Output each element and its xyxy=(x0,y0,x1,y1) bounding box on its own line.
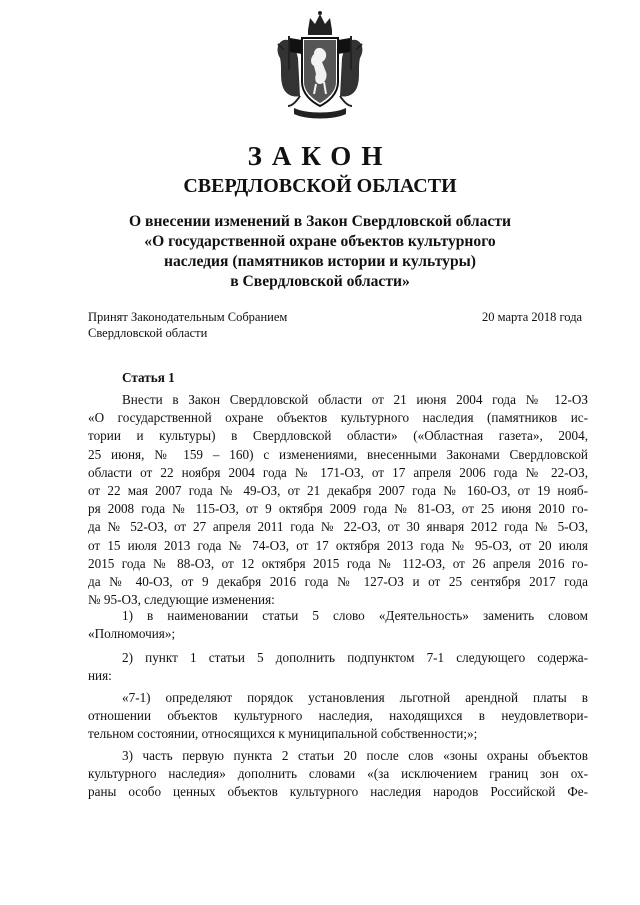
text-line: «О государственной охране объектов культурного наследия (памятников ис- xyxy=(88,410,588,426)
adopted-by-line: Принят Законодательным Собранием xyxy=(88,310,288,324)
coat-of-arms-emblem xyxy=(270,10,370,128)
text-line: 25 июня, № 159 – 160) с изменениями, внесенными Законами Свердловской xyxy=(88,446,588,462)
subject-line: «О государственной охране объектов культурного xyxy=(144,233,496,250)
law-subject-title xyxy=(60,212,580,292)
quoted-subparagraph xyxy=(88,689,588,744)
text-line: «Полномочия»; xyxy=(88,626,176,642)
text-line: ря 2008 года № 115-ОЗ, от 9 октября 2009 года № 81-ОЗ, от 25 июня 2010 го- xyxy=(88,501,588,517)
text-line: «7-1) определяют порядок установления льготной арендной платы в xyxy=(122,690,588,705)
subject-line: наследия (памятников истории и культуры) xyxy=(164,253,476,270)
text-line: 1) в наименовании статьи 5 слово «Деятельность» заменить словом xyxy=(122,608,588,623)
subject-line: в Свердловской области» xyxy=(230,273,410,290)
text-line: отношении объектов культурного наследия, находящихся в неудовлетвори- xyxy=(88,708,588,724)
text-line: 3) часть первую пункта 2 статьи 20 после слов «зоны охраны объектов xyxy=(122,748,588,763)
item-1-paragraph xyxy=(88,607,588,643)
text-line: ния: xyxy=(88,668,112,684)
text-line: от 22 мая 2007 года № 49-ОЗ, от 21 декабря 2007 года № 160-ОЗ, от 19 нояб- xyxy=(88,482,588,498)
law-heading: ЗАКОН xyxy=(247,141,393,171)
adopted-by-line: Свердловской области xyxy=(88,326,208,340)
item-2-paragraph xyxy=(88,649,588,685)
text-line: культурного наследия» дополнить словами «(за исключением границ зон ох- xyxy=(88,766,588,782)
article-intro-paragraph xyxy=(88,391,588,609)
text-line: тельном состоянии, относящихся к муниципальной собственности;»; xyxy=(88,726,478,742)
text-line: раны особо ценных объектов культурного наследия народов Российской Фе- xyxy=(88,784,588,800)
text-line: 2) пункт 1 статьи 5 дополнить подпунктом 7-1 следующего содержа- xyxy=(122,650,588,665)
text-line: от 15 июля 2013 года № 74-ОЗ, от 17 октября 2013 года № 95-ОЗ, от 20 июля xyxy=(88,537,588,553)
text-line: № 95-ОЗ, следующие изменения: xyxy=(88,592,275,608)
text-line: да № 40-ОЗ, от 9 декабря 2016 года № 127-ОЗ и от 25 сентября 2017 года xyxy=(88,573,588,589)
text-line: 2015 года № 88-ОЗ, от 12 октября 2015 года № 112-ОЗ, от 26 апреля 2016 го- xyxy=(88,555,588,571)
item-3-paragraph xyxy=(88,747,588,802)
adoption-date: 20 марта 2018 года xyxy=(482,310,583,324)
text-line: области от 22 ноября 2004 года № 171-ОЗ, от 17 апреля 2006 года № 22-ОЗ, xyxy=(88,464,588,480)
article-title: Статья 1 xyxy=(122,370,175,385)
adopted-by xyxy=(88,309,287,341)
text-line: тории и культуры) в Свердловской области» («Областная газета», 2004, xyxy=(88,428,588,444)
text-line: Внести в Закон Свердловской области от 21 июня 2004 года № 12-ОЗ xyxy=(122,392,588,407)
text-line: да № 52-ОЗ, от 27 апреля 2011 года № 22-ОЗ, от 30 января 2012 года № 5-ОЗ, xyxy=(88,519,588,535)
subject-line: О внесении изменений в Закон Свердловской области xyxy=(129,213,511,230)
region-heading: СВЕРДЛОВСКОЙ ОБЛАСТИ xyxy=(183,175,457,197)
